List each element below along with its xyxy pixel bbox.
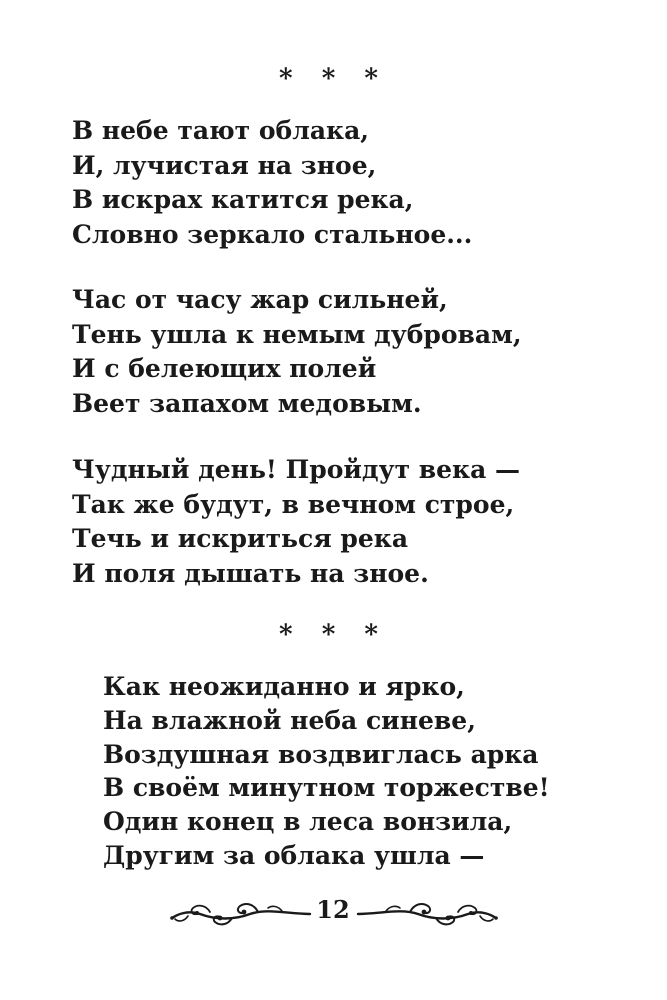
page-footer — [0, 892, 667, 932]
poem-line: Воздушная воздвиглась арка — [103, 739, 539, 769]
poem-line: И поля дышать на зное. — [72, 558, 429, 588]
poem-line: Чудный день! Пройдут века — — [72, 455, 521, 484]
section-separator: * * * — [279, 620, 388, 650]
poem1-stanza-3 — [72, 453, 520, 591]
poem-line: Один конец в леса вонзила, — [103, 807, 513, 837]
poem-line: В своём минутном торжестве! — [103, 773, 550, 803]
poem-line: Другим за облака ушла — — [103, 840, 485, 870]
poem2-stanza-1 — [103, 670, 550, 873]
poem-line: В небе тают облака, — [72, 116, 369, 145]
poem-line: Тень ушла к немым дубровам, — [72, 319, 522, 349]
poem-line: Так же будут, в вечном строе, — [72, 489, 515, 519]
poem-line: И, лучистая на зное, — [72, 150, 377, 180]
poem1-stanza-1 — [72, 114, 472, 252]
page-number: 12 — [316, 895, 350, 924]
section-separator: * * * — [279, 64, 388, 94]
ornament-left-icon — [170, 892, 312, 932]
poem-line: Веет запахом медовым. — [72, 388, 422, 418]
poem1-stanza-2 — [72, 283, 522, 421]
poem-line: Течь и искриться река — [72, 524, 409, 553]
poem-line: Как неожиданно и ярко, — [103, 672, 465, 701]
poem-line: Словно зеркало стальное... — [72, 219, 473, 249]
poem-line: Час от часу жар сильней, — [72, 285, 448, 314]
poem-line: В искрах катится река, — [72, 185, 414, 214]
poem-line: На влажной неба синеве, — [103, 705, 476, 735]
poem-line: И с белеющих полей — [72, 354, 377, 383]
ornament-right-icon — [356, 892, 498, 932]
